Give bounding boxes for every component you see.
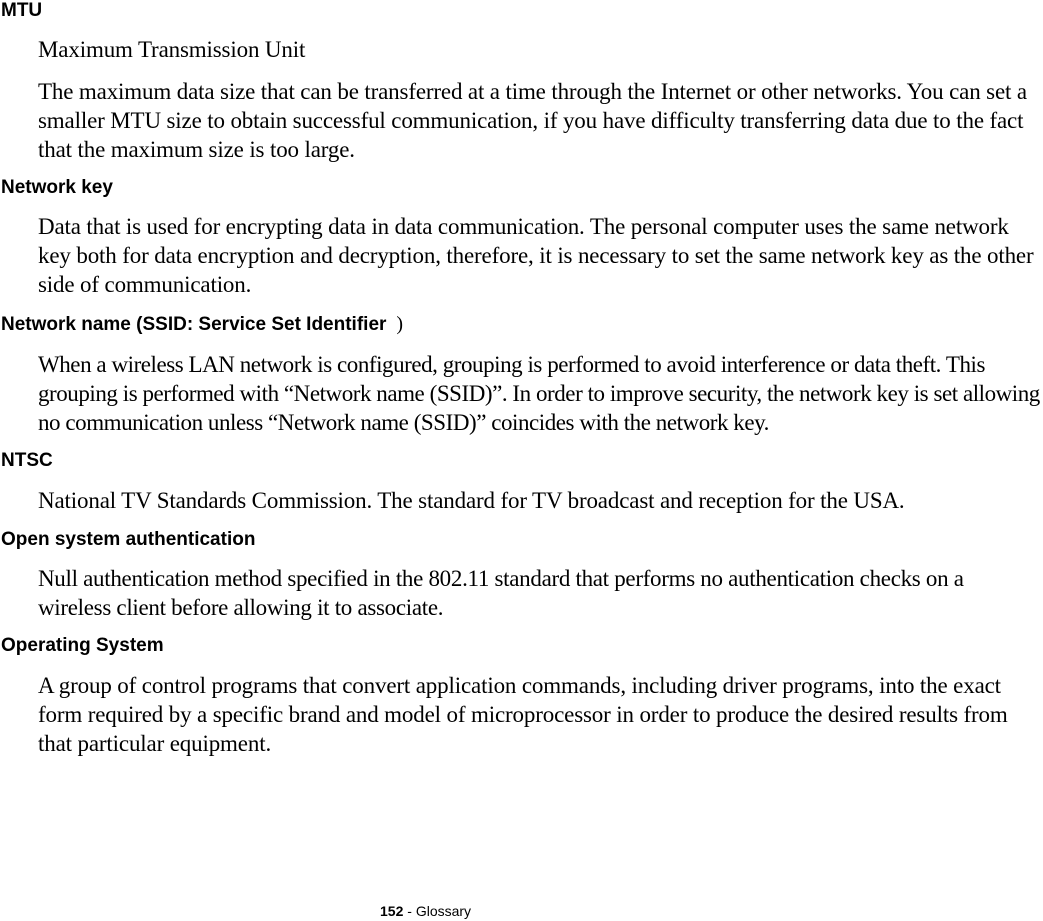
page-number: 152 — [380, 903, 404, 919]
glossary-term — [0, 529, 1043, 551]
glossary-entry-operating-system — [0, 635, 1043, 758]
term-text: Network name (SSID: Service Set Identifier — [1, 314, 387, 335]
term-text: Open system authentication — [1, 529, 256, 550]
term-text: NTSC — [1, 450, 53, 471]
glossary-entry-network-name — [0, 313, 1043, 437]
page-footer — [380, 902, 471, 920]
term-suffix: ) — [396, 313, 404, 335]
glossary-definition: Data that is used for encrypting data in data communication. The personal computer uses the same network key both for data encryption and decryption, therefore, it is necessary to set the same network key as the other side of communication. — [38, 214, 1034, 297]
footer-separator: - — [403, 903, 416, 919]
term-text: Operating System — [1, 635, 164, 656]
term-text: Network key — [1, 177, 113, 198]
glossary-entry-open-system-authentication — [0, 529, 1043, 622]
glossary-term — [0, 635, 1043, 657]
glossary-term — [0, 0, 1043, 22]
glossary-definition: Null authentication method specified in the 802.11 standard that performs no authentication checks on a wireless client before allowing it to associate. — [38, 566, 964, 620]
glossary-term — [0, 177, 1043, 199]
glossary-term — [0, 313, 1043, 336]
glossary-term — [0, 450, 1043, 472]
footer-section: Glossary — [415, 903, 472, 919]
glossary-entry-ntsc — [0, 450, 1043, 515]
glossary-definition: Maximum Transmission Unit — [38, 37, 306, 62]
glossary-definition: National TV Standards Commission. The standard for TV broadcast and reception for the USA. — [38, 488, 905, 513]
term-text: MTU — [1, 0, 43, 21]
glossary-definition: The maximum data size that can be transferred at a time through the Internet or other networks. You can set a smaller MTU size to obtain successful communication, if you have difficulty transferring data due to the fact that the maximum size is too large. — [38, 79, 1027, 162]
glossary-definition: When a wireless LAN network is configured, grouping is performed to avoid interference or data theft. This grouping is performed with “Network name (SSID)”. In order to improve security, the network key is set allowing no communication unless “Network name (SSID)” coincides with the network key. — [38, 352, 1040, 435]
glossary-entry-network-key — [0, 177, 1043, 299]
glossary-definition: A group of control programs that convert application commands, including driver programs, into the exact form required by a specific brand and model of microprocessor in order to produce the desired results from that particular equipment. — [38, 673, 1008, 756]
glossary-entry-mtu — [0, 0, 1043, 164]
